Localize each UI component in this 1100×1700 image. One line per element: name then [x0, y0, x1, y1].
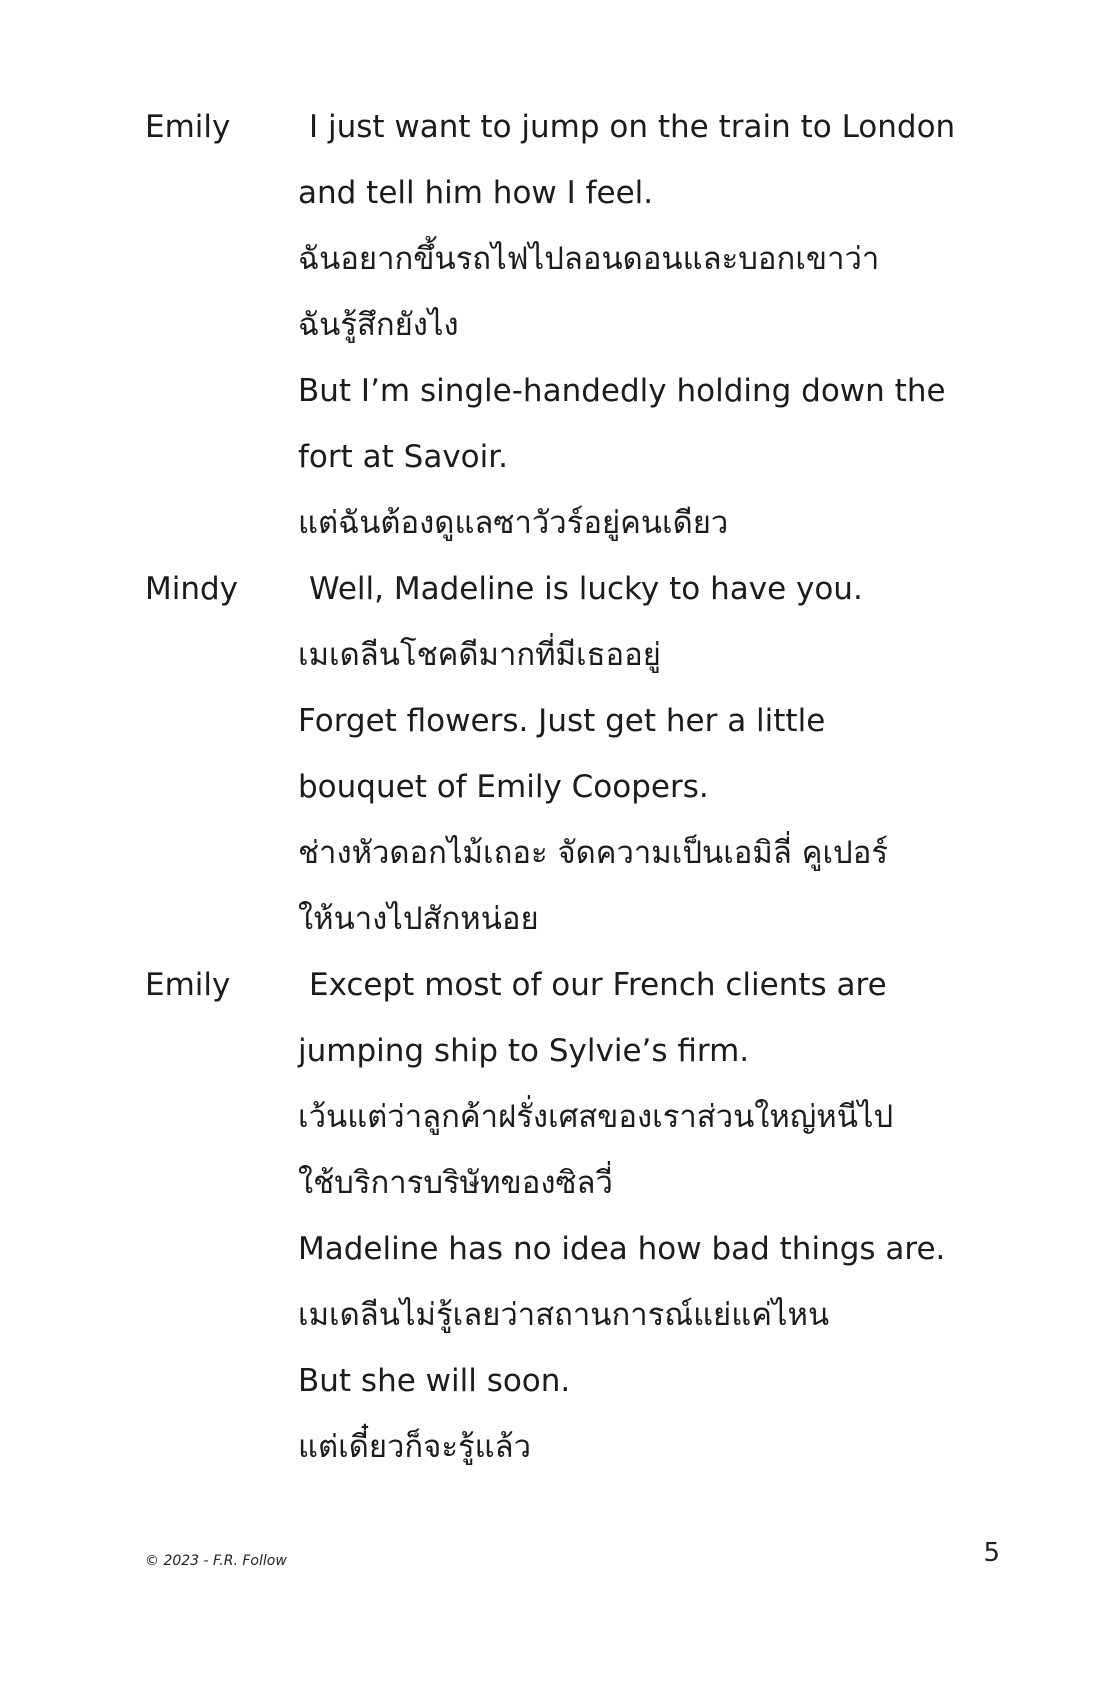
dialogue-line: Madeline has no idea how bad things are.: [298, 1231, 946, 1267]
dialogue-line-thai: เมเดลีนไม่รู้เลยว่าสถานการณ์แย่แค่ไหน: [298, 1297, 830, 1333]
dialogue-line-thai: ฉันรู้สึกยังไง: [298, 307, 459, 343]
dialogue-lines: [298, 94, 1025, 556]
dialogue-line-thai: ใช้บริการบริษัทของซิลวี่: [298, 1165, 613, 1201]
dialogue-lines: [298, 952, 1025, 1480]
dialogue-line: jumping ship to Sylvie’s firm.: [298, 1033, 750, 1069]
speaker-name: Mindy: [145, 571, 239, 607]
dialogue-line-thai: เมเดลีนโชคดีมากที่มีเธออยู่: [298, 637, 661, 673]
dialogue-line: Except most of our French clients are: [309, 967, 887, 1003]
dialogue-script: [145, 94, 1025, 1480]
dialogue-lines: [298, 556, 1025, 952]
dialogue-block-mindy: [145, 556, 1025, 952]
dialogue-line: bouquet of Emily Coopers.: [298, 769, 709, 805]
dialogue-line: But I’m single-handedly holding down the: [298, 373, 946, 409]
dialogue-line-thai: ฉันอยากขึ้นรถไฟไปลอนดอนและบอกเขาว่า: [298, 241, 880, 277]
dialogue-line: Well, Madeline is lucky to have you.: [309, 571, 863, 607]
dialogue-block-emily-2: [145, 952, 1025, 1480]
page-number: 5: [983, 1538, 1000, 1568]
speaker-name: Emily: [145, 967, 231, 1003]
dialogue-line: fort at Savoir.: [298, 439, 508, 475]
dialogue-line: But she will soon.: [298, 1363, 571, 1399]
speaker-name: Emily: [145, 109, 231, 145]
dialogue-line-thai: แต่ฉันต้องดูแลซาวัวร์อยู่คนเดียว: [298, 505, 729, 541]
dialogue-line-thai: แต่เดี๋ยวก็จะรู้แล้ว: [298, 1429, 532, 1465]
dialogue-line: I just want to jump on the train to London: [309, 109, 956, 145]
copyright-notice: © 2023 - F.R. Follow: [145, 1553, 287, 1569]
dialogue-block-emily-1: [145, 94, 1025, 556]
dialogue-line-thai: ให้นางไปสักหน่อย: [298, 901, 539, 937]
dialogue-line: and tell him how I feel.: [298, 175, 654, 211]
dialogue-line-thai: เว้นแต่ว่าลูกค้าฝรั่งเศสของเราส่วนใหญ่หนีไป: [298, 1099, 894, 1135]
dialogue-line: Forget flowers. Just get her a little: [298, 703, 826, 739]
dialogue-line-thai: ช่างหัวดอกไม้เถอะ จัดความเป็นเอมิลี่ คูเปอร์: [298, 835, 888, 871]
